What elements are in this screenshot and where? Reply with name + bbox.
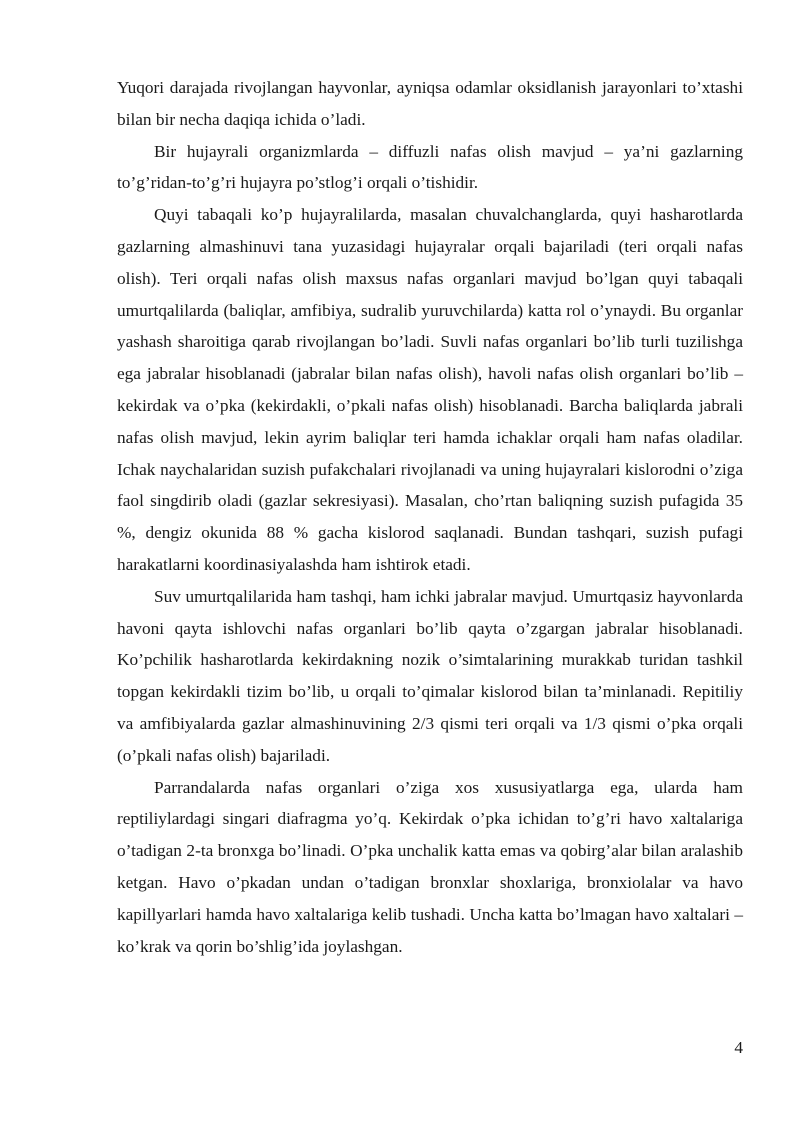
- paragraph-4: Suv umurtqalilarida ham tashqi, ham ichki jabralar mavjud. Umurtqasiz hayvonlarda havoni qayta ishlovchi nafas organlari bo’lib qayta o’zgargan jabralar hisoblanadi. Ko’pchilik hasharotlarda kekirdakning nozik o’simtalarining murakkab turidan tashkil topgan kekirdakli tizim bo’lib, u orqali to’qimalar kislorod bilan ta’minlanadi. Repitiliy va amfibiyalarda gazlar almashinuvining 2/3 qismi teri orqali va 1/3 qismi o’pka orqali (o’pkali nafas olish) bajariladi.: [117, 586, 743, 765]
- paragraph-3: Quyi tabaqali ko’p hujayralilarda, masalan chuvalchanglarda, quyi hasharotlarda gazlarning almashinuvi tana yuzasidagi hujayralar orqali bajariladi (teri orqali nafas olish). Teri orqali nafas olish maxsus nafas organlari mavjud bo’lgan quyi tabaqali umurtqalilarda (baliqlar, amfibiya, sudralib yuruvchilarda) katta rol o’ynaydi. Bu organlar yashash sharoitiga qarab rivojlangan bo’ladi. Suvli nafas organlari bo’lib turli tuzilishga ega jabralar hisoblanadi (jabralar bilan nafas olish), havoli nafas olish organlari bo’lib – kekirdak va o’pka (kekirdakli, o’pkali nafas olish) hisoblanadi. Barcha baliqlarda jabrali nafas olish mavjud, lekin ayrim baliqlar teri hamda ichaklar orqali ham nafas oladilar. Ichak naychalaridan suzish pufakchalari rivojlanadi va uning hujayralari kislorodni o’ziga faol singdirib oladi (gazlar sekresiyasi). Masalan, cho’rtan baliqning suzish pufagida 35 %, dengiz okunida 88 % gacha kislorod saqlanadi. Bundan tashqari, suzish pufagi harakatlarni koordinasiyalashda ham ishtirok etadi.: [117, 205, 743, 574]
- page-number: 4: [734, 1038, 743, 1057]
- paragraph-2: Bir hujayrali organizmlarda – diffuzli nafas olish mavjud – ya’ni gazlarning to’g’ridan-to’g’ri hujayra po’stlog’i orqali o’tishidir.: [117, 141, 743, 193]
- paragraph-5: Parrandalarda nafas organlari o’ziga xos xususiyatlarga ega, ularda ham reptiliylardagi singari diafragma yo’q. Kekirdak o’pka ichidan to’g’ri havo xaltalariga o’tadigan 2-ta bronxga bo’linadi. O’pka unchalik katta emas va qobirg’alar bilan aralashib ketgan. Havo o’pkadan undan o’tadigan bronxlar shoxlariga, bronxiolalar va havo kapillyarlari hamda havo xaltalariga kelib tushadi. Uncha katta bo’lmagan havo xaltalari – ko’krak va qorin bo’shlig’ida joylashgan.: [117, 777, 743, 956]
- body-text: [117, 72, 743, 962]
- paragraph-1: Yuqori darajada rivojlangan hayvonlar, ayniqsa odamlar oksidlanish jarayonlari to’xtashi bilan bir necha daqiqa ichida o’ladi.: [117, 78, 743, 129]
